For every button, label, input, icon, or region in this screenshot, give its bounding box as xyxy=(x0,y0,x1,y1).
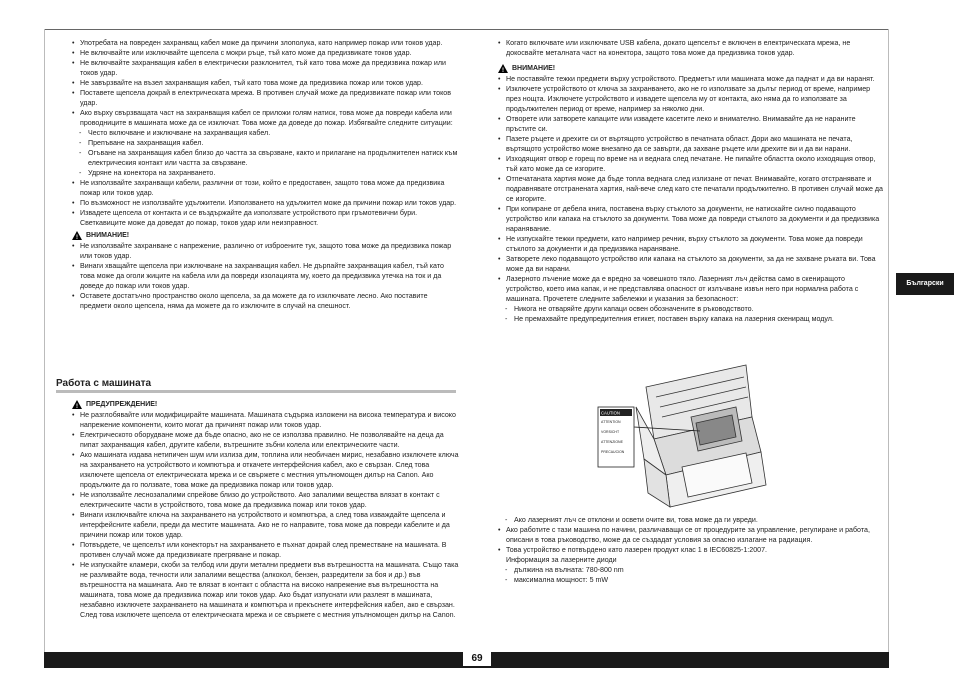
language-tab[interactable]: Български xyxy=(896,273,954,295)
list-item: • Не включвайте захранващия кабел в електрически разклонител, тъй като това може да предизвика пожар или токов удар. xyxy=(72,58,460,78)
list-item: • Оставете достатъчно пространство около щепсела, за да можете да го изключвате лесно. Ако поставите предмети около щепсела, няма да можете да го изключите в случай на спешност. xyxy=(72,291,460,311)
left-column xyxy=(72,38,460,311)
usb-list xyxy=(498,38,884,58)
list-item: • Поставете щепсела докрай в електрическата мрежа. В противен случай може да предизвикате пожар или токов удар. xyxy=(72,88,460,108)
list-item: • Винаги хващайте щепсела при изключване на захранващия кабел. Не дърпайте захранващия кабел, тъй като това може да оголи жиците на кабела или да повреди изолацията му, което да предизвика утечка на ток и да доведе до пожар или токов удар. xyxy=(72,261,460,291)
caution-list xyxy=(498,74,884,324)
list-item: • Не завързвайте на възел захранващия кабел, тъй като това може да предизвика пожар или токов удар. xyxy=(72,78,460,88)
list-item: • По възможност не използвайте удължители. Използването на удължител може да причини пожар или токов удар. xyxy=(72,198,460,208)
warning-triangle-icon: ! xyxy=(72,231,82,240)
left-rule xyxy=(44,29,45,653)
list-item: • Не поставяйте тежки предмети върху устройството. Предметът или машината може да паднат и да ви наранят. xyxy=(498,74,884,84)
list-item: • Потвърдете, че щепселът или конекторът на захранването е пъхнат докрай след преместване на машината. В противен случай може да предизвикате прегряване и пожар. xyxy=(72,540,460,560)
section-title: Работа с машината xyxy=(56,378,456,393)
list-item: • Ако върху свързващата част на захранващия кабел се приложи голям натиск, това може да повреди кабела или проводниците в машината може да се изключат. Това може да доведе до пожар. Избягвайте следните ситуации: xyxy=(72,108,460,128)
caution-list xyxy=(72,241,460,311)
list-item: • Винаги изключвайте ключа на захранването на устройството и компютъра, а след това изваждайте щепсела и интерфейсните кабели, преди да местите машината. Ако не го направите, това може да повреди кабелите и да причини пожар или токов удар. xyxy=(72,510,460,540)
list-item: - Често включване и изключване на захранващия кабел. xyxy=(72,128,460,138)
list-item: • Не изпускайте кламери, скоби за телбод или други метални предмети във вътрешността на машината. Също така не разливайте вода, течности или запалими вещества (алкохол, бензен, разредители за боя и др.) във вътрешността на машината. Ако те влязат в контакт с областта на високо напрежение във вътрешността на машината, това може да предизвика пожар или токов удар. Ако бъдат изпуснати или разлеят в машината, незабавно изключете захранването на машината и компютъра и прекъснете интерфейсния кабел, ако е свързан. След това изключете щепсела от електрическата мрежа и се свържете с местния упълномощен дилър на Canon. xyxy=(72,560,460,620)
power-cord-list xyxy=(72,38,460,228)
list-item: • Употребата на повреден захранващ кабел може да причини злополука, като например пожар или токов удар. xyxy=(72,38,460,48)
warning-list xyxy=(72,410,460,620)
list-item: - Удряне на конектора на захранването. xyxy=(72,168,460,178)
list-item: • Не изпускайте тежки предмети, като например речник, върху стъклото за документи. Това може да повреди стъклото за документи и да предизвика нараняване. xyxy=(498,234,884,254)
printer-illustration xyxy=(596,357,792,513)
list-item: • Ако работите с тази машина по начини, различаващи се от процедурите за управление, регулиране и работа, описани в това ръководство, може да се създадат условия за опасно излагане на радиация. xyxy=(498,525,884,545)
warning-triangle-icon: ! xyxy=(498,64,508,73)
list-item: - Препъване на захранващия кабел. xyxy=(72,138,460,148)
right-column-lower xyxy=(498,515,884,585)
caution-heading: ! ВНИМАНИЕ! xyxy=(72,231,460,241)
list-item: • Лазерното лъчение може да е вредно за човешкото тяло. Лазерният лъч действа само в скениращото устройство, което има капак, и не представлява опасност от излъчване извън него при нормална работа с машината. Прочетете следните забележки и указания за безопасност: xyxy=(498,274,884,304)
list-item: - максимална мощност: 5 mW xyxy=(498,575,884,585)
list-item: • При копиране от дебела книга, поставена върху стъклото за документи, не натискайте силно подаващото устройство или капака на стъклото за документи. Това може да повреди стъклото за документи и да предизвика наранявание. xyxy=(498,204,884,234)
list-item: Информация за лазерните диоди xyxy=(506,556,617,564)
label-line-0: CAUTION xyxy=(601,410,620,416)
list-item: • Електрическото оборудване може да бъде опасно, ако не се използва правилно. Не позволявайте на деца да пипат захранващия кабел, другите кабели, вътрешните зъбни колела или електрическите части. xyxy=(72,430,460,450)
list-item: • Не използвайте захранване с напрежение, различно от изброените тук, защото това може да предизвика пожар или токов удар. xyxy=(72,241,460,261)
list-item: • Пазете ръцете и дрехите си от въртящото устройство в печатната област. Дори ако машината не печата, въртящото устройство може внезапно да се завърти, да захване ръцете или дрехите ви и да ви нарани. xyxy=(498,134,884,154)
list-item: • Отпечатаната хартия може да бъде топла веднага след излизане от печат. Внимавайте, когато отстранявате и подравнявате отстранената хартия, най-вече след като сте печатали продължително. В противен случай може да се изгорите. xyxy=(498,174,884,204)
laser-info-list xyxy=(498,515,884,585)
list-item: • Когато включвате или изключвате USB кабела, докато щепселът е включен в електрическата мрежа, не докосвайте металната част на конектора, защото това може да предизвика токов удар. xyxy=(498,38,884,58)
right-rule xyxy=(888,29,889,653)
warning-triangle-icon: ! xyxy=(72,400,82,409)
label-line-4: PRECAUCION xyxy=(601,450,625,454)
warning-heading: ! ПРЕДУПРЕЖДЕНИЕ! xyxy=(72,400,460,410)
list-item: • Това устройство е потвърдено като лазерен продукт клас 1 в IEC60825-1:2007. xyxy=(498,545,884,555)
list-item: • Не разглобявайте или модифицирайте машината. Машината съдържа изложени на висока температура и високо напрежение компоненти, които могат да причинят пожар или токов удар. xyxy=(72,410,460,430)
top-rule xyxy=(44,29,889,30)
list-item: • Изключете устройството от ключа за захранването, ако не го използвате за дълъг период от време, например през нощта. Изключете устройството и извадете щепсела му от контакта, ако няма да го използвате за продължителен период от време, например за няколко дни. xyxy=(498,84,884,114)
list-item: • Не използвайте леснозапалими спрейове близо до устройството. Ако запалими вещества влязат в контакт с електрическите части в устройството, това може да предизвика пожар или токов удар. xyxy=(72,490,460,510)
list-item: - Никога не отваряйте други капаци освен обозначените в ръководството. xyxy=(498,304,884,314)
list-item: • Не използвайте захранващи кабели, различни от този, който е предоставен, защото това може да предизвика пожар или токов удар. xyxy=(72,178,460,198)
list-item: - Огъване на захранващия кабел близо до частта за свързване, както и прилагане на продължителен натиск към електрическия контакт или частта за свързване. xyxy=(72,148,460,168)
caution-heading: ! ВНИМАНИЕ! xyxy=(498,64,884,74)
label-line-3: ATTENZIONE xyxy=(601,440,623,444)
label-line-1: ATTENTION xyxy=(601,420,621,424)
list-item: - дължина на вълната: 780-800 nm xyxy=(498,565,884,575)
list-item: • Затворете леко подаващото устройство или капака на стъклото за документи, за да не захване ръката ви. Това може да ви нарани. xyxy=(498,254,884,274)
list-item: - Не премахвайте предупредителния етикет, поставен върху капака на лазерния скениращ модул. xyxy=(498,314,884,324)
label-line-2: VORSICHT xyxy=(601,430,620,434)
page-number: 69 xyxy=(463,652,491,666)
right-column xyxy=(498,38,884,324)
list-item: - Ако лазерният лъч се отклони и освети очите ви, това може да ги увреди. xyxy=(498,515,884,525)
left-column-lower xyxy=(72,398,460,620)
list-item: • Отворете или затворете капаците или извадете касетите леко и внимателно. Внимавайте да не нараните пръстите си. xyxy=(498,114,884,134)
list-item: • Ако машината издава нетипичен шум или излиза дим, топлина или необичаен мирис, незабавно изключете ключа на захранването на устройството и компютъра и откачете интерфейсния кабел, ако е свързан. След това изключете щепсела от електрическата мрежа и се свържете с местния упълномощен дилър на Canon. Ако продължите да го ползвате, това може да предизвика пожар или токов удар. xyxy=(72,450,460,490)
list-item: • Извадете щепсела от контакта и се въздържайте да използвате устройството при гръмотевични бури. Светкавиците може да доведат до пожар, токов удар или неизправност. xyxy=(72,208,460,228)
list-item: • Изходящият отвор е горещ по време на и веднага след печатане. Не пипайте областта около изходящия отвор, тъй като може да се изгорите. xyxy=(498,154,884,174)
list-item: • Не включвайте или изключвайте щепсела с мокри ръце, тъй като може да предизвикате токов удар. xyxy=(72,48,460,58)
